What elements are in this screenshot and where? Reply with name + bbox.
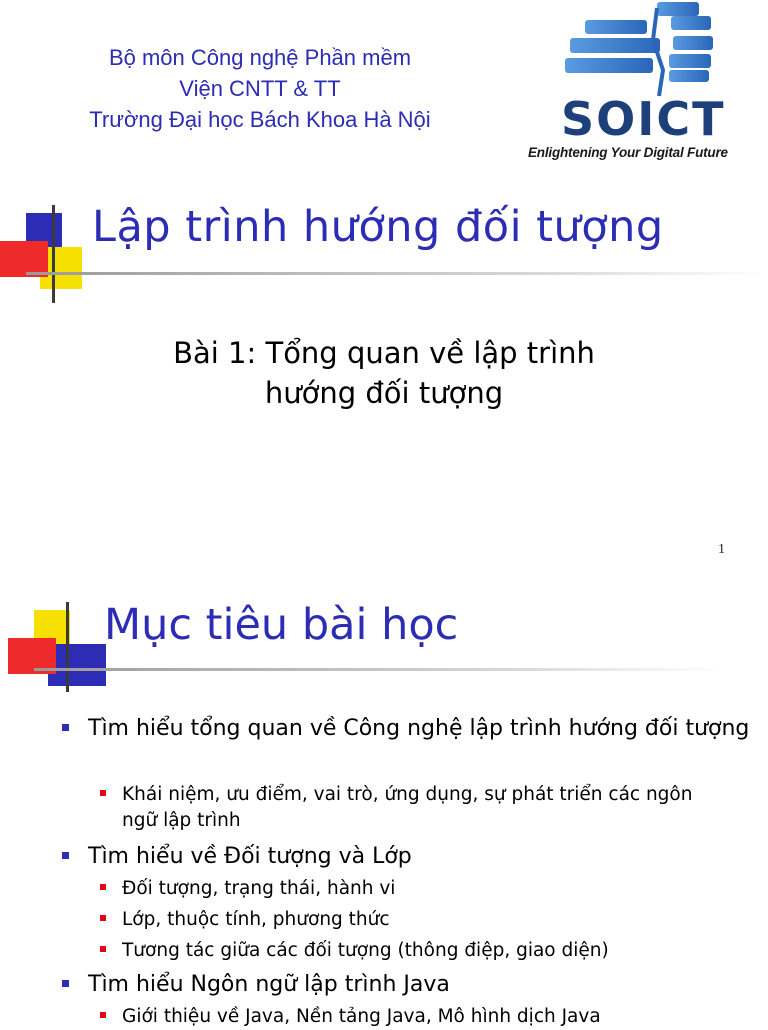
sub-bullet-text: Lớp, thuộc tính, phương thức	[122, 909, 390, 930]
sub-bullet-item	[100, 907, 722, 933]
title-decoration-icon	[8, 602, 118, 702]
bullet-text: Tìm hiểu tổng quan về Công nghệ lập trình hướng đối tượng	[88, 716, 750, 741]
sub-bullet-square-icon	[100, 884, 106, 890]
bullet-item	[62, 970, 768, 1000]
bullet-item	[62, 842, 768, 872]
bullet-text: Tìm hiểu Ngôn ngữ lập trình Java	[88, 972, 450, 997]
sub-bullet-text: Khái niệm, ưu điểm, vai trò, ứng dụng, sự phát triển các ngôn ngữ lập trình	[122, 784, 693, 831]
slide-title: Mục tiêu bài học	[104, 600, 459, 650]
slide-title: Lập trình hướng đối tượng	[92, 202, 664, 252]
bullet-text: Tìm hiểu về Đối tượng và Lớp	[88, 844, 412, 869]
sub-bullet-square-icon	[100, 1012, 106, 1018]
subtitle-line: hướng đối tượng	[264, 376, 504, 410]
sub-bullet-item	[100, 938, 722, 964]
bullet-square-icon	[62, 980, 69, 987]
objectives-slide	[0, 578, 768, 1027]
institution-line: Viện CNTT & TT	[179, 76, 341, 101]
institution-line: Bộ môn Công nghệ Phần mềm	[108, 45, 412, 70]
sub-bullet-item	[100, 1004, 722, 1030]
sub-bullet-text: Đối tượng, trạng thái, hành vi	[122, 878, 396, 899]
bullet-square-icon	[62, 852, 69, 859]
bullet-square-icon	[62, 724, 69, 731]
title-underline	[26, 272, 766, 275]
sub-bullet-item	[100, 876, 722, 902]
logo-wordmark: SOICT	[561, 92, 726, 146]
sub-bullet-item	[100, 782, 722, 834]
page-number: 1	[718, 542, 725, 557]
sub-bullet-text: Tương tác giữa các đối tượng (thông điệp, giao diện)	[122, 940, 609, 961]
sub-bullet-square-icon	[100, 946, 106, 952]
institution-block	[40, 42, 480, 135]
institution-line: Trường Đại học Bách Khoa Hà Nội	[89, 107, 431, 132]
bullet-item	[62, 714, 768, 744]
title-underline	[34, 668, 724, 671]
slide-subtitle	[134, 333, 634, 413]
sub-bullet-square-icon	[100, 915, 106, 921]
logo-tagline: Enlightening Your Digital Future	[528, 145, 728, 160]
sub-bullet-square-icon	[100, 790, 106, 796]
subtitle-line: Bài 1: Tổng quan về lập trình	[173, 336, 595, 370]
sub-bullet-text: Giới thiệu về Java, Nền tảng Java, Mô hình dịch Java	[122, 1006, 601, 1027]
